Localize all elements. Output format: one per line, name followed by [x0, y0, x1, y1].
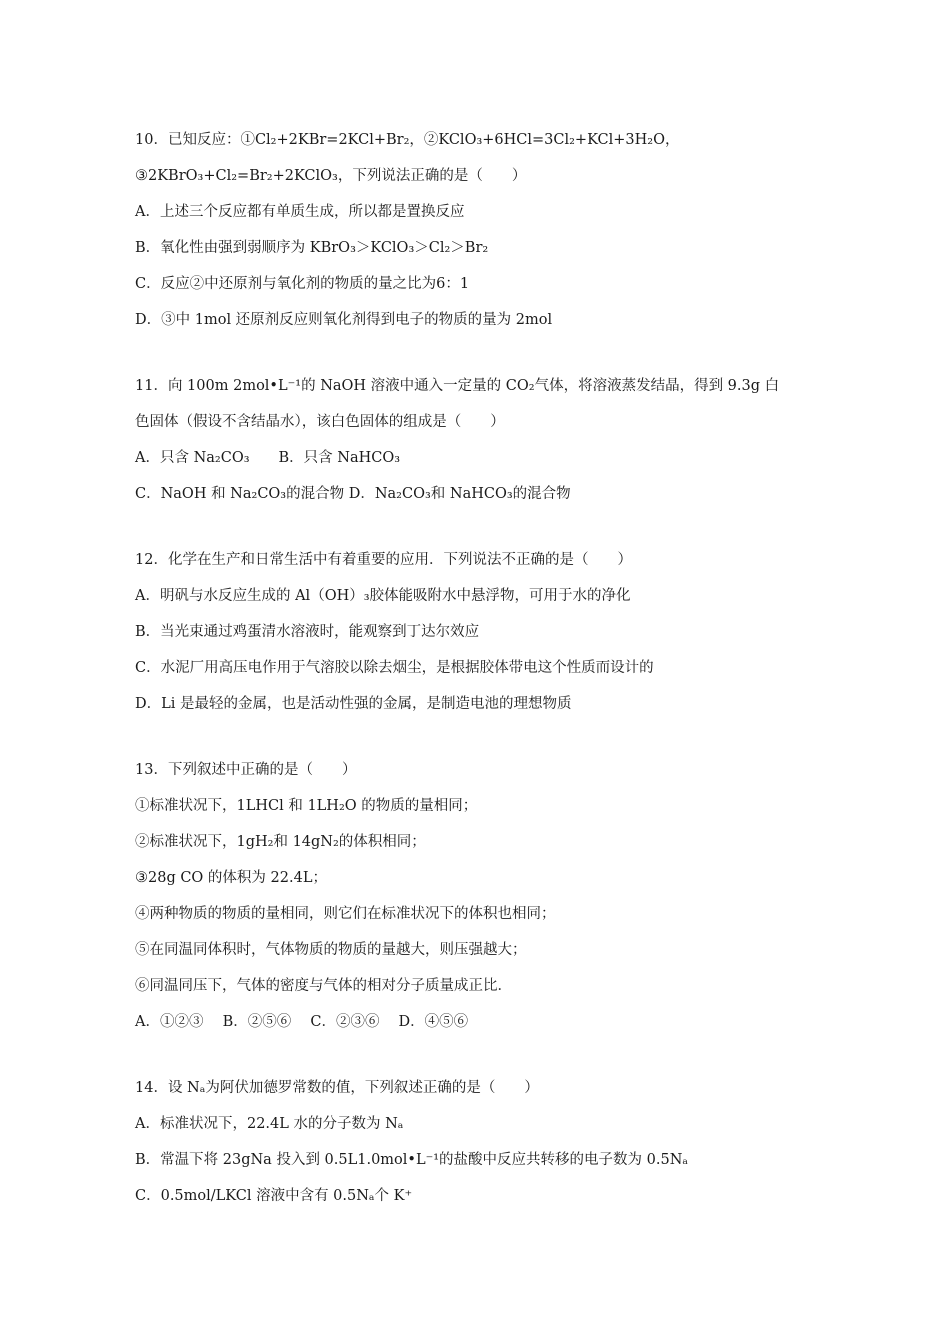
question-13-statement-5: ⑤在同温同体积时，气体物质的物质的量越大，则压强越大； [135, 942, 527, 958]
question-10-option-d: D．③中 1mol 还原剂反应则氧化剂得到电子的物质的量为 2mol [135, 312, 553, 328]
question-14 [135, 1070, 835, 1214]
question-10 [135, 122, 835, 338]
question-13-statement-1: ①标准状况下，1LHCl 和 1LH₂O 的物质的量相同； [135, 798, 478, 814]
question-10-stem-line-2: ③2KBrO₃+Cl₂=Br₂+2KClO₃，下列说法正确的是（ ） [135, 168, 527, 184]
question-12-option-a: A．明矾与水反应生成的 Al（OH）₃胶体能吸附水中悬浮物，可用于水的净化 [135, 588, 631, 604]
question-14-option-c: C．0.5mol/LKCl 溶液中含有 0.5Nₐ个 K⁺ [135, 1188, 413, 1204]
question-spacer [135, 722, 835, 752]
question-14-option-a: A．标准状况下，22.4L 水的分子数为 Nₐ [135, 1116, 404, 1132]
question-13-options: A．①②③ B．②⑤⑥ C．②③⑥ D．④⑤⑥ [135, 1014, 469, 1030]
question-10-option-b: B．氧化性由强到弱顺序为 KBrO₃＞KClO₃＞Cl₂＞Br₂ [135, 240, 489, 256]
question-14-option-b: B．常温下将 23gNa 投入到 0.5L1.0mol•L⁻¹的盐酸中反应共转移的电子数为 0.5Nₐ [135, 1152, 689, 1168]
question-12-option-b: B．当光束通过鸡蛋清水溶液时，能观察到丁达尔效应 [135, 624, 480, 640]
question-12-stem: 12．化学在生产和日常生活中有着重要的应用．下列说法不正确的是（ ） [135, 552, 632, 568]
document-page [135, 122, 835, 1214]
question-13-statement-2: ②标准状况下，1gH₂和 14gN₂的体积相同； [135, 834, 426, 850]
question-14-stem: 14．设 Nₐ为阿伏加德罗常数的值，下列叙述正确的是（ ） [135, 1080, 539, 1096]
question-12-option-d: D．Li 是最轻的金属，也是活动性强的金属，是制造电池的理想物质 [135, 696, 572, 712]
question-spacer [135, 338, 835, 368]
question-13-stem: 13．下列叙述中正确的是（ ） [135, 762, 357, 778]
question-spacer [135, 512, 835, 542]
question-11-stem-line-2: 色固体（假设不含结晶水），该白色固体的组成是（ ） [135, 414, 505, 430]
question-11-options-cd: C．NaOH 和 Na₂CO₃的混合物 D．Na₂CO₃和 NaHCO₃的混合物 [135, 486, 571, 502]
question-11 [135, 368, 835, 512]
question-11-stem-line-1: 11．向 100m 2mol•L⁻¹的 NaOH 溶液中通入一定量的 CO₂气体，将溶液蒸发结晶，得到 9.3g 白 [135, 378, 780, 394]
question-10-stem-line-1: 10．已知反应：①Cl₂+2KBr=2KCl+Br₂，②KClO₃+6HCl=3Cl₂+KCl+3H₂O， [135, 132, 680, 148]
question-10-option-c: C．反应②中还原剂与氧化剂的物质的量之比为6：1 [135, 276, 470, 292]
question-spacer [135, 1040, 835, 1070]
question-13-statement-3: ③28g CO 的体积为 22.4L； [135, 870, 327, 886]
question-11-options-ab: A．只含 Na₂CO₃ B．只含 NaHCO₃ [135, 450, 401, 466]
question-13-statement-4: ④两种物质的物质的量相同，则它们在标准状况下的体积也相同； [135, 906, 556, 922]
question-10-option-a: A．上述三个反应都有单质生成，所以都是置换反应 [135, 204, 465, 220]
question-12-option-c: C．水泥厂用高压电作用于气溶胶以除去烟尘，是根据胶体带电这个性质而设计的 [135, 660, 654, 676]
question-13 [135, 752, 835, 1040]
question-12 [135, 542, 835, 722]
question-13-statement-6: ⑥同温同压下，气体的密度与气体的相对分子质量成正比． [135, 978, 512, 994]
